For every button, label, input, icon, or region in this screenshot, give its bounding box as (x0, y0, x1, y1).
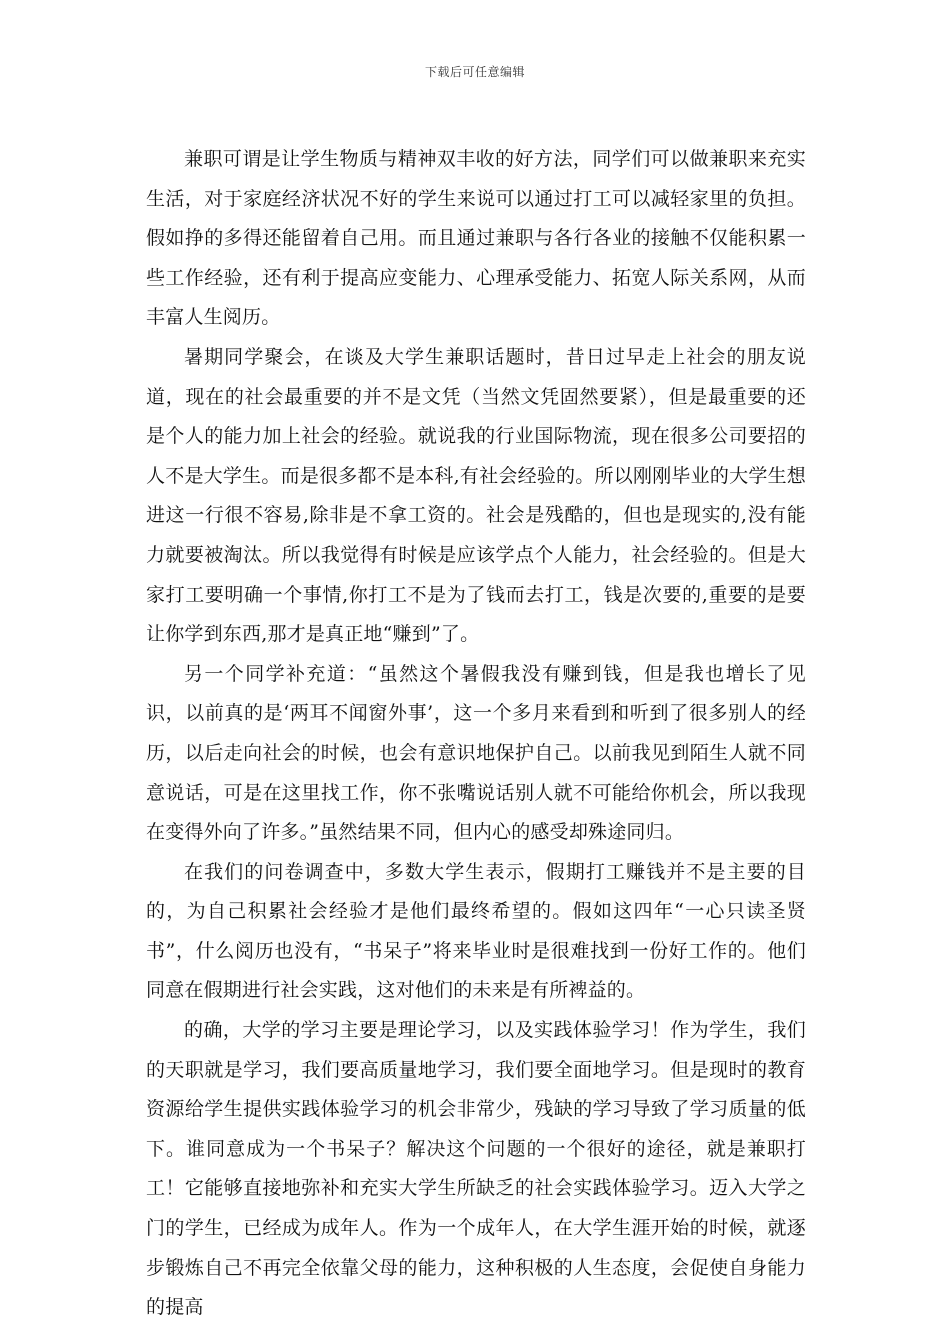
paragraph: 另一个同学补充道：“虽然这个暑假我没有赚到钱，但是我也增长了见识，以前真的是‘两耳不闻窗外事’，这一个多月来看到和听到了很多别人的经历，以后走向社会的时候，也会有意识地保护自己。以前我见到陌生人就不同意说话，可是在这里找工作，你不张嘴说话别人就不可能给你机会，所以我现在变得外向了许多。”虽然结果不同，但内心的感受却殊途同归。 (146, 662, 806, 844)
paragraph: 暑期同学聚会，在谈及大学生兼职话题时，昔日过早走上社会的朋友说道，现在的社会最重要的并不是文凭（当然文凭固然要紧），但是最重要的还是个人的能力加上社会的经验。就说我的行业国际物流，现在很多公司要招的人不是大学生。而是很多都不是本科,有社会经验的。所以刚刚毕业的大学生想进这一行很不容易,除非是不拿工资的。社会是残酷的，但也是现实的,没有能力就要被淘汰。所以我觉得有时候是应该学点个人能力，社会经验的。但是大家打工要明确一个事情,你打工不是为了钱而去打工，钱是次要的,重要的是要让你学到东西,那才是真正地“赚到”了。 (146, 345, 806, 646)
document-body (146, 140, 806, 1328)
paragraph: 兼职可谓是让学生物质与精神双丰收的好方法，同学们可以做兼职来充实生活，对于家庭经济状况不好的学生来说可以通过打工可以减轻家里的负担。假如挣的多得还能留着自己用。而且通过兼职与各行各业的接触不仅能积累一些工作经验，还有利于提高应变能力、心理承受能力、拓宽人际关系网，从而丰富人生阅历。 (146, 148, 806, 329)
paragraph: 的确，大学的学习主要是理论学习，以及实践体验学习！作为学生，我们的天职就是学习，我们要高质量地学习，我们要全面地学习。但是现时的教育资源给学生提供实践体验学习的机会非常少，残缺的学习导致了学习质量的低下。谁同意成为一个书呆子？解决这个问题的一个很好的途径，就是兼职打工！它能够直接地弥补和充实大学生所缺乏的社会实践体验学习。迈入大学之门的学生，已经成为成年人。作为一个成年人，在大学生涯开始的时候，就逐步锻炼自己不再完全依靠父母的能力，这种积极的人生态度，会促使自身能力的提高 (146, 1019, 806, 1319)
page-header: 下载后可任意编辑 (424, 65, 525, 79)
paragraph: 在我们的问卷调查中，多数大学生表示，假期打工赚钱并不是主要的目的，为自己积累社会经验才是他们最终希望的。假如这四年“一心只读圣贤书”，什么阅历也没有，“书呆子”将来毕业时是很难找到一份好工作的。他们同意在假期进行社会实践，这对他们的未来是有所裨益的。 (146, 860, 806, 1002)
